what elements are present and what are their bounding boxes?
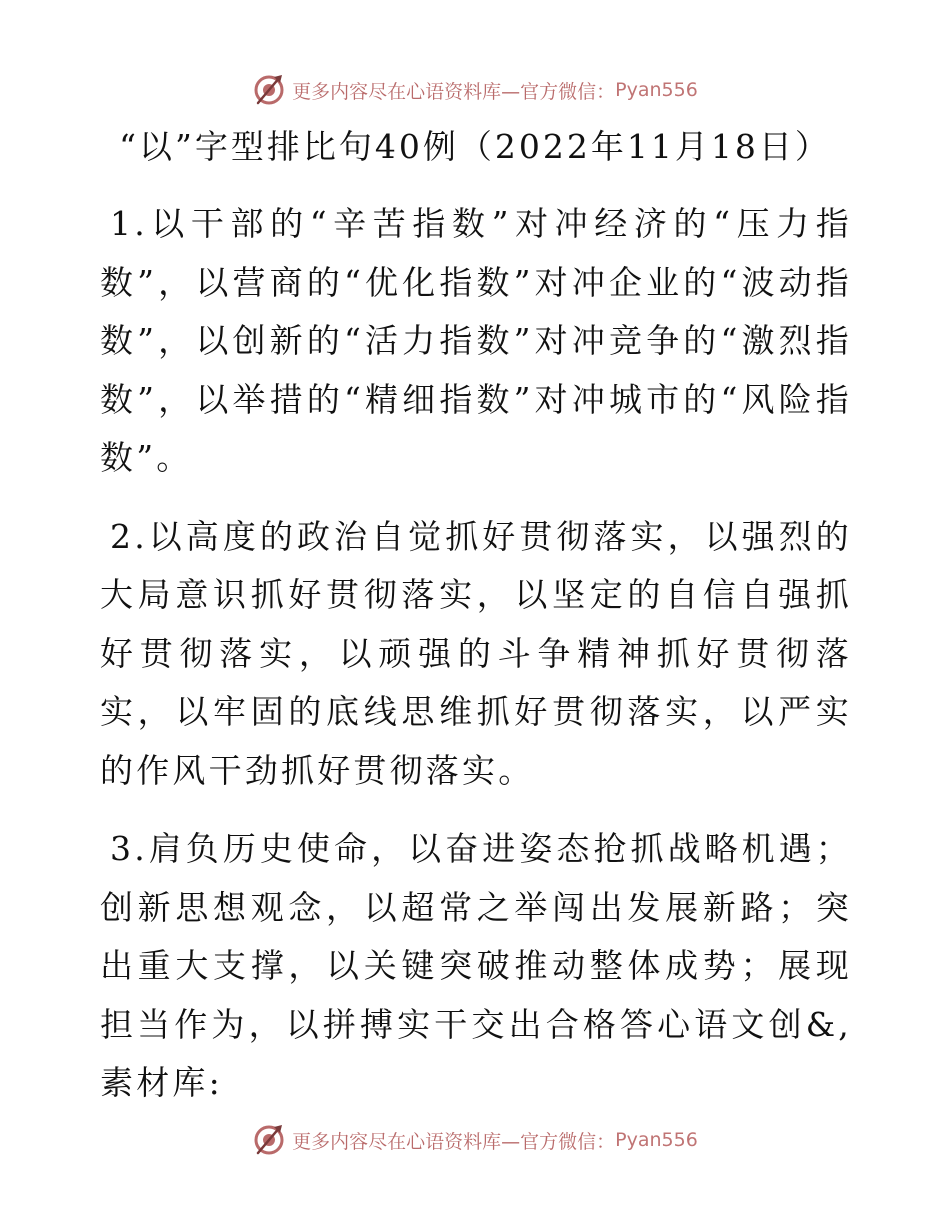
watermark-wechat-id: Pyan556 (615, 1129, 698, 1151)
watermark-footer (0, 1120, 950, 1160)
document-body (100, 195, 852, 1133)
paragraph-1: 1.以干部的“辛苦指数”对冲经济的“压力指数”，以营商的“优化指数”对冲企业的“波动指数”，以创新的“活力指数”对冲竞争的“激烈指数”，以举措的“精细指数”对冲城市的“风险指数”。 (100, 204, 852, 477)
document-title: “以”字型排比句40例（2022年11月18日） (119, 127, 831, 166)
quill-seal-icon (252, 1123, 286, 1157)
watermark-header (0, 70, 950, 110)
paragraph-2: 2.以高度的政治自觉抓好贯彻落实，以强烈的大局意识抓好贯彻落实，以坚定的自信自强抓好贯彻落实，以顽强的斗争精神抓好贯彻落实，以牢固的底线思维抓好贯彻落实，以严实的作风干劲抓好贯彻落实。 (100, 516, 852, 790)
watermark-text: 更多内容尽在心语资料库—官方微信： (292, 80, 616, 103)
paragraph-3: 3.肩负历史使命，以奋进姿态抢抓战略机遇；创新思想观念，以超常之举闯出发展新路；突出重大支撑，以关键突破推动整体成势；展现担当作为，以拼搏实干交出合格答心语文创&,素材库: (100, 829, 852, 1102)
quill-seal-icon (252, 73, 286, 107)
watermark-wechat-id: Pyan556 (615, 79, 698, 101)
watermark-text: 更多内容尽在心语资料库—官方微信： (292, 1130, 616, 1153)
